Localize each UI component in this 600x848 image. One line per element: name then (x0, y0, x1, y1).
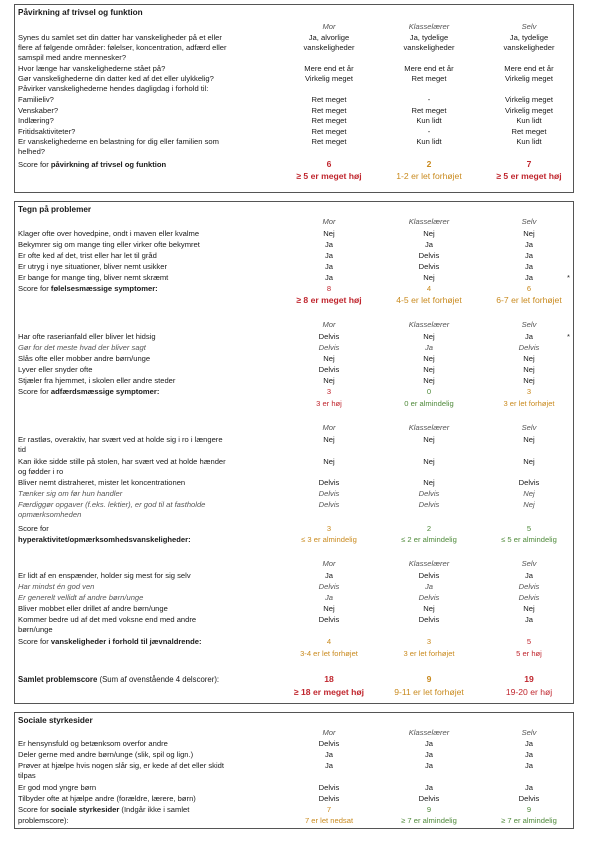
column-header-row: Mor Klasselærer Selv (322, 728, 537, 737)
section-styrkesider (14, 712, 574, 829)
score-interpretation-row: ≥ 5 er meget høj 1-2 er let forhøjet ≥ 5 er meget høj (296, 171, 562, 181)
section-title: Påvirkning af trivsel og funktion (18, 8, 143, 17)
question-row-cont: helhed? (18, 147, 46, 156)
question-row: Bliver nemt distraheret, mister let koncentrationen Delvis Nej Delvis (18, 478, 540, 487)
question-row-cont: flere af følgende områder: følelser, koncentration, adfærd eller vanskeligheder vanskeligheder vanskeligheder (18, 43, 555, 52)
score-row: Score for sociale styrkesider (Indgår ikke i samlet 7 9 9 (18, 805, 532, 814)
asterisk-mark: * (567, 273, 570, 282)
question-row: Indlæring? Ret meget Kun lidt Kun lidt (18, 116, 542, 125)
section-trivsel (14, 4, 574, 193)
question-row: Bliver mobbet eller drillet af andre børn/unge Nej Nej Nej (18, 604, 535, 613)
score-row: Score for adfærdsmæssige symptomer: 3 0 3 (18, 387, 532, 396)
question-row: Er vanskelighederne en belastning for dig eller familien som Ret meget Kun lidt Kun lidt (18, 137, 542, 146)
question-row: Er lidt af en enspænder, holder sig mest for sig selv Ja Delvis Ja (18, 571, 534, 580)
question-row-cont: og fødder i ro (18, 467, 64, 476)
question-row: Er ofte ked af det, trist eller har let til gråd Ja Delvis Ja (18, 251, 534, 260)
column-header-row: Mor Klasselærer Selv (322, 217, 537, 226)
question-row: Gør for det meste hvad der bliver sagt Delvis Ja Delvis (18, 343, 540, 352)
question-row: Er generelt vellidt af andre børn/unge Ja Delvis Delvis (18, 593, 540, 602)
section-problemer (14, 201, 574, 704)
asterisk-mark: * (567, 332, 570, 341)
question-row: Kan ikke sidde stille på stolen, har svært ved at holde hænder Nej Nej Nej (18, 457, 535, 466)
question-row: Venskaber? Ret meget Ret meget Virkelig meget (18, 106, 553, 115)
question-row: Færdiggør opgaver (f.eks. lektier), er god til at fastholde Delvis Delvis Nej (18, 500, 535, 509)
question-row: Slås ofte eller mobber andre børn/unge Nej Nej Nej (18, 354, 535, 363)
question-row: Synes du samlet set din datter har vanskeligheder på et eller Ja, alvorlige Ja, tydelige Ja, tydelige (18, 33, 549, 42)
column-header-row: Mor Klasselærer Selv (322, 423, 537, 432)
question-row: Er god mod yngre børn Delvis Ja Ja (18, 783, 534, 792)
score-row: Score for vanskeligheder i forhold til jævnaldrende: 4 3 5 (18, 637, 532, 646)
score-interpretation-row: 3 er høj 0 er almindelig 3 er let forhøjet (316, 399, 555, 408)
question-row: Er rastløs, overaktiv, har svært ved at holde sig i ro i længere Nej Nej Nej (18, 435, 535, 444)
question-row: Har ofte raserianfald eller bliver let hidsig Delvis Nej Ja * (18, 332, 570, 341)
question-row-cont: samspil med andre mennesker? (18, 53, 127, 62)
question-row: Gør vanskelighederne din datter ked af det eller ulykkelig? Virkelig meget Ret meget Virkelig meget (18, 74, 553, 83)
question-row: Har mindst én god ven Delvis Ja Delvis (18, 582, 540, 591)
score-interpretation-row: ≥ 8 er meget høj 4-5 er let forhøjet 6-7 er let forhøjet (296, 295, 562, 305)
question-row: Er bange for mange ting, bliver nemt skræmt Ja Nej Ja * (18, 273, 570, 282)
question-row-cont: børn/unge (18, 625, 53, 634)
question-row: Påvirker vanskelighederne hendes dagligdag i forhold til: (18, 84, 209, 93)
section-title: Sociale styrkesider (18, 716, 93, 725)
question-row: Familieliv? Ret meget - Virkelig meget (18, 95, 553, 104)
column-header-row: Mor Klasselærer Selv (322, 320, 537, 329)
question-row-cont: tid (18, 445, 27, 454)
question-row: Deler gerne med andre børn/unge (slik, spil og lign.) Ja Ja Ja (18, 750, 534, 759)
score-row: Score for påvirkning af trivsel og funktion 6 2 7 (18, 159, 532, 169)
question-row: Prøver at hjælpe hvis nogen slår sig, er kede af det eller skidt Ja Ja Ja (18, 761, 534, 770)
question-row: Er utryg i nye situationer, bliver nemt usikker Ja Delvis Ja (18, 262, 534, 271)
score-interpretation-row: problemscore): 7 er let nedsat ≥ 7 er almindelig ≥ 7 er almindelig (18, 816, 557, 825)
question-row: Hvor længe har vanskelighederne stået på? Mere end et år Mere end et år Mere end et år (18, 64, 554, 73)
column-header-row: Mor Klasselærer Selv (322, 559, 537, 568)
question-row: Lyver eller snyder ofte Delvis Nej Nej (18, 365, 535, 374)
section-title: Tegn på problemer (18, 205, 92, 214)
question-row: Fritidsaktiviteter? Ret meget - Ret meget (18, 127, 547, 136)
question-row: Er hensynsfuld og betænksom overfor andre Delvis Ja Ja (18, 739, 534, 748)
total-score-row: Samlet problemscore (Sum af ovenstående 4 delscorer): 18 9 19 (18, 674, 534, 684)
question-row: Bekymrer sig om mange ting eller virker ofte bekymret Ja Ja Ja (18, 240, 534, 249)
question-row: Stjæler fra hjemmet, i skolen eller andre steder Nej Nej Nej (18, 376, 535, 385)
column-header-row: Mor Klasselærer Selv (322, 22, 537, 31)
score-row: Score for følelsesmæssige symptomer: 8 4 6 (18, 284, 532, 293)
score-row: Score for 3 2 5 (18, 524, 532, 533)
question-row: Tilbyder ofte at hjælpe andre (forældre, lærere, børn) Delvis Delvis Delvis (18, 794, 540, 803)
question-row-cont: opmærksomheden (18, 510, 82, 519)
total-interpretation-row: ≥ 18 er meget høj 9-11 er let forhøjet 19-20 er høj (293, 687, 553, 697)
question-row: Klager ofte over hovedpine, ondt i maven eller kvalme Nej Nej Nej (18, 229, 535, 238)
question-row: Tænker sig om før hun handler Delvis Delvis Nej (18, 489, 535, 498)
score-interpretation-row: hyperaktivitet/opmærksomhedsvanskeligheder: ≤ 3 er almindelig ≤ 2 er almindelig ≤ 5 er almindelig (18, 535, 557, 544)
question-row: Kommer bedre ud af det med voksne end med andre Delvis Delvis Ja (18, 615, 534, 624)
question-row-cont: tilpas (18, 771, 36, 780)
score-interpretation-row: 3-4 er let forhøjet 3 er let forhøjet 5 er høj (300, 649, 542, 658)
